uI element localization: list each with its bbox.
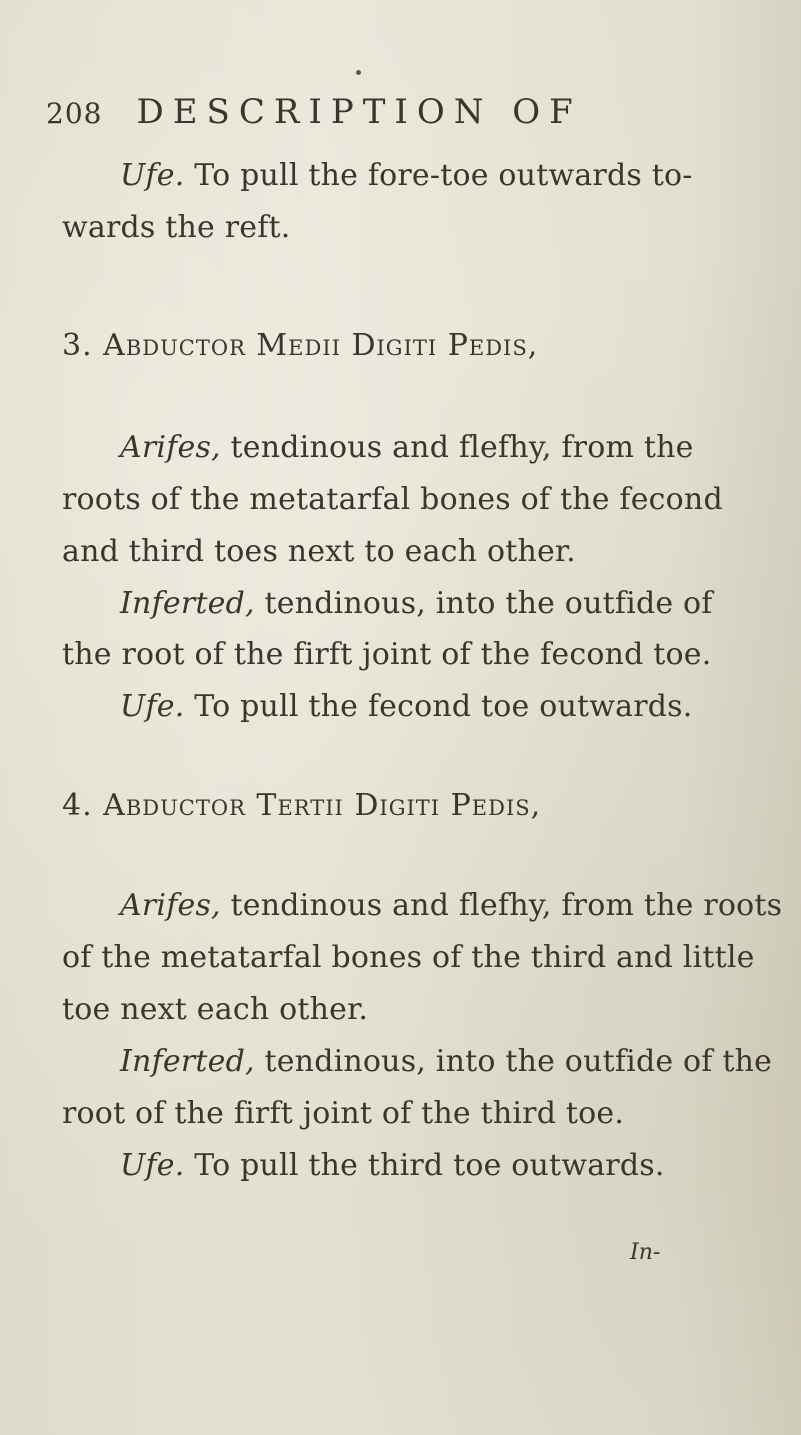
text-line: Ufe. To pull the fore-toe outwards to- (120, 158, 693, 193)
arifes-label: Arifes, (120, 430, 221, 465)
inferted-label: Inferted, (120, 586, 255, 621)
section-heading-3: 3. Abductor Medii Digiti Pedis, (62, 328, 539, 363)
use-label: Ufe. (120, 689, 185, 724)
page-header (46, 92, 582, 132)
text-line: roots of the metatarfal bones of the fecond (62, 482, 723, 517)
use-label: Ufe. (120, 158, 185, 193)
use-label: Ufe. (120, 1148, 185, 1183)
ink-speck (356, 70, 361, 75)
text-line: Arifes, tendinous and flefhy, from the (120, 430, 694, 465)
text-line: of the metatarfal bones of the third and little (62, 940, 755, 975)
arifes-label: Arifes, (120, 888, 221, 923)
catchword: In- (630, 1240, 661, 1265)
text-line: Inferted, tendinous, into the outfide of (120, 586, 713, 621)
running-head: DESCRIPTION OF (136, 92, 582, 132)
text-line: wards the reft. (62, 210, 291, 245)
page-number: 208 (46, 97, 103, 130)
text-line: and third toes next to each other. (62, 534, 576, 569)
section-heading-4: 4. Abductor Tertii Digiti Pedis, (62, 788, 542, 823)
inferted-label: Inferted, (120, 1044, 255, 1079)
text-line: Inferted, tendinous, into the outfide of the (120, 1044, 773, 1079)
text-line: Ufe. To pull the fecond toe outwards. (120, 689, 693, 724)
text-line: root of the firft joint of the third toe. (62, 1096, 625, 1131)
text-line: the root of the firft joint of the fecond toe. (62, 637, 712, 672)
text-line: Ufe. To pull the third toe outwards. (120, 1148, 665, 1183)
text-line: Arifes, tendinous and flefhy, from the roots (120, 888, 783, 923)
text-line: toe next each other. (62, 992, 369, 1027)
